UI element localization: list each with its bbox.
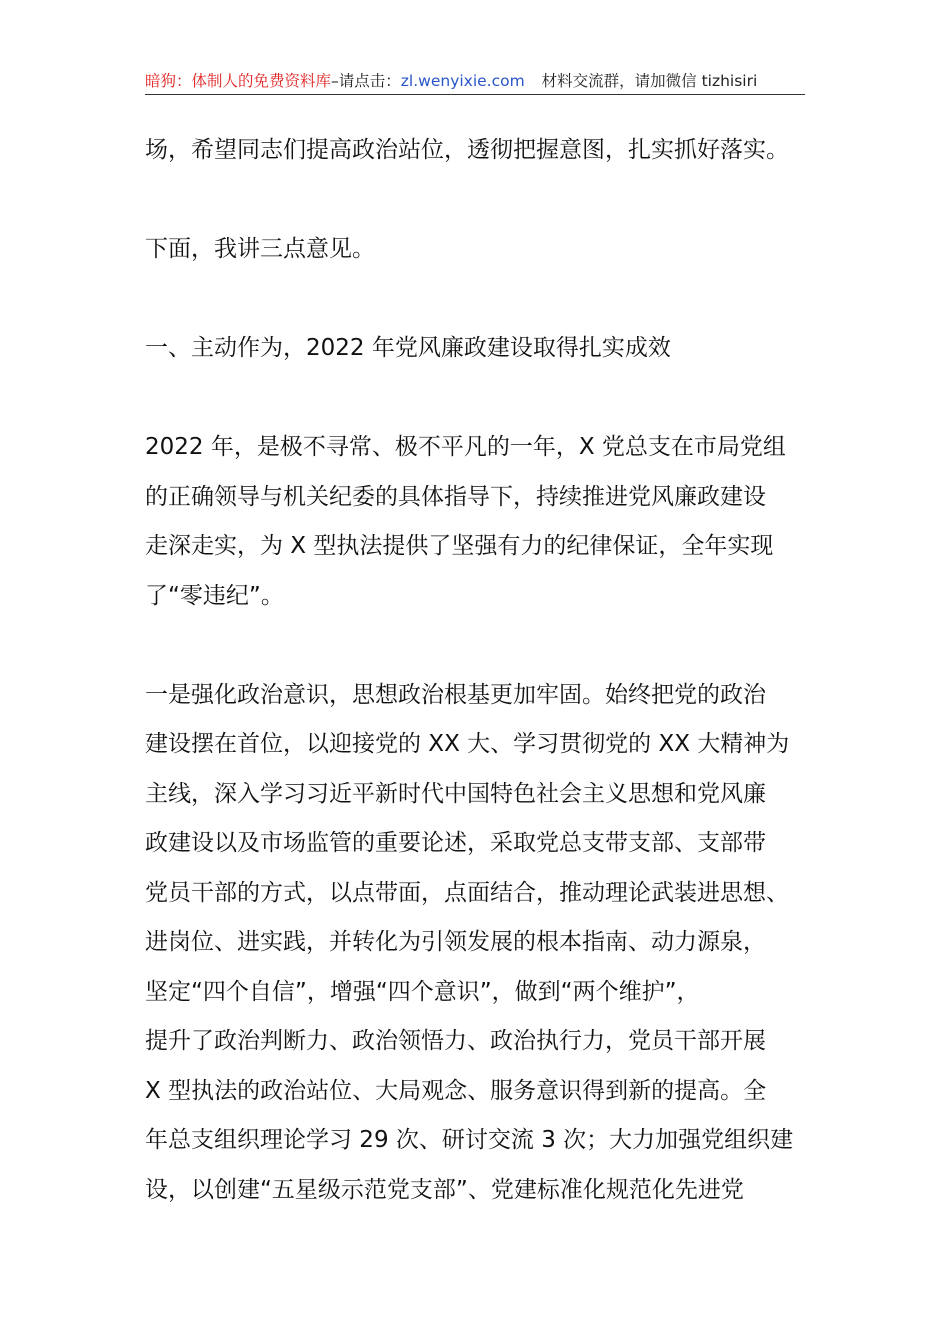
text-line: 设，以创建“五星级示范党支部”、党建标准化规范化先进党 (145, 1176, 744, 1203)
text-line: 2022 年，是极不寻常、极不平凡的一年，X 党总支在市局党组 (145, 434, 786, 460)
text-line: 主线，深入学习习近平新时代中国特色社会主义思想和党风廉 (145, 780, 766, 807)
text-line: 年总支组织理论学习 29 次、研讨交流 3 次；大力加强党组织建 (145, 1127, 794, 1153)
blank-line (145, 621, 810, 671)
blank-line (145, 275, 810, 325)
text-line: 坚定“四个自信”，增强“四个意识”，做到“两个维护”， (145, 978, 700, 1005)
blank-line (145, 176, 810, 226)
header-brand: 暗狗：体制人的免费资料库 (145, 72, 332, 90)
header-click-prefix: –请点击： (331, 72, 401, 90)
text-line: 走深走实，为 X 型执法提供了坚强有力的纪律保证，全年实现 (145, 533, 774, 559)
text-line: 场，希望同志们提高政治站位，透彻把握意图，扎实抓好落实。 (145, 137, 789, 163)
header-wechat-note: 材料交流群，请加微信 tizhisiri (541, 72, 758, 90)
text-line: 一是强化政治意识，思想政治根基更加牢固。始终把党的政治 (145, 681, 766, 708)
blank-line (145, 374, 810, 424)
section-heading: 一、主动作为，2022 年党风廉政建设取得扎实成效 (145, 335, 671, 361)
text-line: 的正确领导与机关纪委的具体指导下，持续推进党风廉政建设 (145, 483, 766, 510)
text-line: 提升了政治判断力、政治领悟力、政治执行力，党员干部开展 (145, 1028, 766, 1054)
document-body (145, 126, 810, 1215)
text-line: 建设摆在首位，以迎接党的 XX 大、学习贯彻党的 XX 大精神为 (145, 731, 790, 757)
text-line: X 型执法的政治站位、大局观念、服务意识得到新的提高。全 (145, 1077, 767, 1104)
header-url-link[interactable]: zl.wenyixie.com (400, 72, 525, 90)
text-line: 下面，我讲三点意见。 (145, 236, 375, 262)
text-line: 了“零违纪”。 (145, 582, 284, 609)
text-line: 进岗位、进实践，并转化为引领发展的根本指南、动力源泉， (145, 929, 766, 955)
text-line: 政建设以及市场监管的重要论述，采取党总支带支部、支部带 (145, 830, 766, 856)
page-header (145, 70, 805, 95)
text-line: 党员干部的方式，以点带面，点面结合，推动理论武装进思想、 (145, 879, 789, 906)
